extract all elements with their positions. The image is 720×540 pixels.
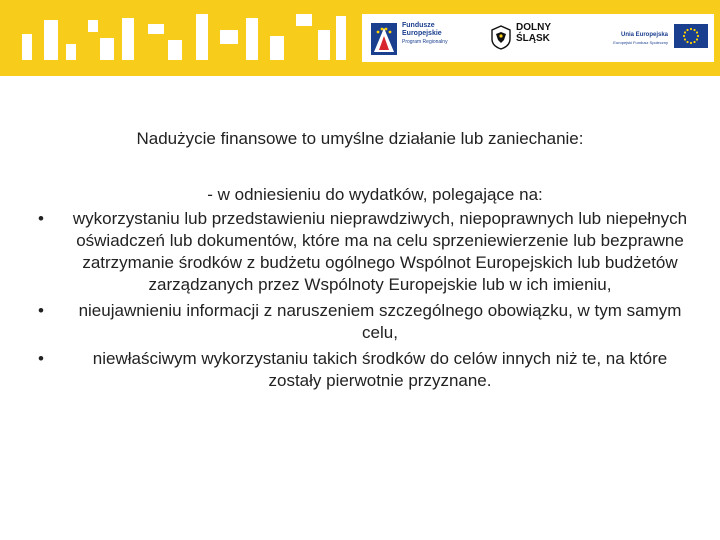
eu-logo-line2: Europejski Fundusz Społeczny [613, 40, 668, 45]
decor-block [148, 24, 164, 34]
ds-logo-line1: DOLNY [516, 22, 551, 33]
dolny-slask-logo [490, 22, 570, 56]
decor-block [88, 20, 98, 32]
decor-block [246, 18, 258, 60]
header-banner [0, 0, 720, 76]
list-item [30, 208, 690, 296]
list-item-text: wykorzystaniu lub przedstawieniu nieprawdziwych, niepoprawnych lub niepełnych oświadczeń lub dokumentów, które ma na celu sprzeniewierzenie lub bezprawne zatrzymanie środków z budżetu ogólnego Wspólnot Europejskich lub budżetów zarządzanych przez Wspólnoty Europejskie lub w ich imieniu, [72, 209, 688, 294]
decor-block [100, 38, 114, 60]
unia-europejska-logo [598, 22, 710, 56]
eu-flag-icon [674, 24, 708, 48]
definition-list [30, 208, 690, 392]
bullet-marker: • [38, 349, 44, 368]
list-item-text: nieujawnieniu informacji z naruszeniem szczególnego obowiązku, w tym samym celu, [78, 301, 682, 342]
decor-block [44, 20, 58, 60]
decor-block [296, 14, 312, 26]
decor-block [196, 14, 208, 60]
logos-panel [362, 14, 714, 62]
fundusze-europejskie-logo [370, 20, 480, 58]
eu-logo-line1: Unia Europejska [620, 32, 668, 38]
ds-logo-line2: ŚLĄSK [516, 33, 550, 44]
bullet-marker: • [38, 209, 44, 228]
decor-block [22, 34, 32, 60]
decor-block [122, 18, 134, 60]
decor-block [318, 30, 330, 60]
ds-logo-text [516, 22, 551, 44]
fe-logo-line2: Europejskie [402, 30, 442, 37]
fe-star-icon [370, 22, 398, 56]
fe-logo-text [402, 22, 448, 46]
intro-line: - w odniesieniu do wydatków, polegające na: [207, 185, 543, 204]
eu-logo-text [598, 31, 668, 47]
slide-heading: Nadużycie finansowe to umyślne działanie lub zaniechanie: [136, 129, 584, 148]
list-item [30, 348, 690, 392]
bullet-marker: • [38, 301, 44, 320]
decor-block [220, 30, 238, 44]
eagle-crest-icon [490, 24, 512, 50]
list-item-text: niewłaściwym wykorzystaniu takich środków do celów innych niż te, na które zostały pierwotnie przyznane. [92, 349, 668, 390]
decor-block [66, 44, 76, 60]
slide-content [30, 128, 690, 396]
list-item [30, 300, 690, 344]
decor-block [168, 40, 182, 60]
fe-logo-line1: Fundusze [402, 22, 435, 29]
decor-block [336, 16, 346, 60]
fe-logo-line3: Program Regionalny [402, 39, 448, 45]
decor-block [270, 36, 284, 60]
